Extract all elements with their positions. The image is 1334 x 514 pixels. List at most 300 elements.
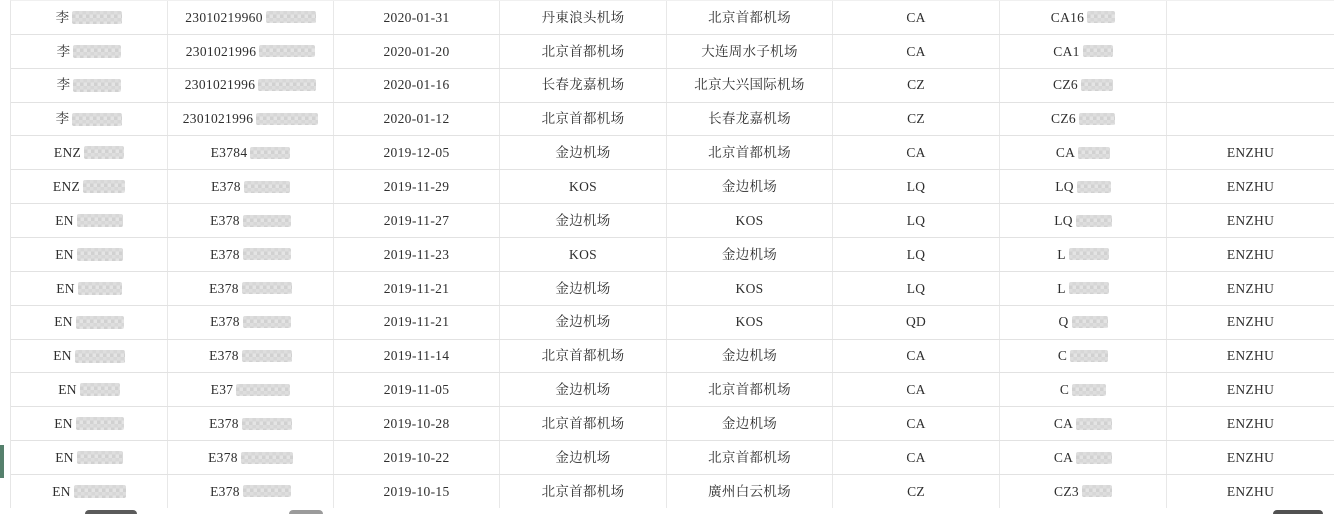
redaction-blur xyxy=(74,485,126,498)
flight-number-text: LQ xyxy=(1055,178,1074,194)
cell-id-number xyxy=(168,272,334,305)
redaction-blur xyxy=(1072,316,1108,328)
redaction-blur xyxy=(243,316,291,328)
cell-flight-date xyxy=(334,69,500,102)
arrival-airport-text: KOS xyxy=(735,314,764,330)
cell-arrival-airport xyxy=(667,1,833,34)
redaction-blur xyxy=(77,451,123,464)
redaction-blur xyxy=(243,215,291,227)
table-row xyxy=(11,170,1334,204)
flight-number-text: L xyxy=(1057,280,1066,296)
airline-code-text: QD xyxy=(905,314,927,330)
flight-date-text: 2019-11-21 xyxy=(383,314,450,330)
arrival-airport-text: KOS xyxy=(735,212,764,228)
airline-code-text: LQ xyxy=(906,178,926,194)
cell-flight-date xyxy=(334,35,500,68)
cell-arrival-airport xyxy=(667,69,833,102)
redaction-blur xyxy=(258,79,316,91)
cell-departure-airport xyxy=(500,69,667,102)
cell-arrival-airport xyxy=(667,204,833,237)
cell-flight-date xyxy=(334,441,500,474)
cell-flight-number xyxy=(1000,136,1167,169)
cell-flight-date xyxy=(334,475,500,508)
redaction-blur xyxy=(1069,248,1109,260)
redaction-blur xyxy=(236,384,290,396)
arrival-airport-text: 长春龙嘉机场 xyxy=(708,111,791,127)
cell-passenger-name xyxy=(11,373,168,406)
passenger-tag-text: ENZHU xyxy=(1226,246,1275,262)
redaction-blur xyxy=(256,113,318,125)
redaction-blur xyxy=(259,45,315,57)
table-row xyxy=(11,441,1334,475)
cell-passenger-tag xyxy=(1167,1,1334,34)
cell-departure-airport xyxy=(500,1,667,34)
airline-code-text: CZ xyxy=(907,77,925,93)
id-number-text: E378 xyxy=(211,178,241,194)
id-number-text: 23010219960 xyxy=(185,9,263,25)
cell-id-number xyxy=(168,407,334,440)
cell-airline-code xyxy=(833,407,1000,440)
passenger-tag-text: ENZHU xyxy=(1226,212,1275,228)
cell-arrival-airport xyxy=(667,272,833,305)
cell-flight-date xyxy=(334,103,500,136)
id-number-text: E378 xyxy=(210,246,240,262)
passenger-name-text: ENZ xyxy=(53,145,82,161)
cell-passenger-tag xyxy=(1167,407,1334,440)
arrival-airport-text: 北京首都机场 xyxy=(708,449,791,465)
table-row xyxy=(11,103,1334,137)
id-number-text: E378 xyxy=(209,415,239,431)
cell-flight-number xyxy=(1000,306,1167,339)
cell-airline-code xyxy=(833,306,1000,339)
arrival-airport-text: 北京大兴国际机场 xyxy=(694,77,805,93)
flight-date-text: 2019-11-21 xyxy=(383,280,450,296)
cell-passenger-name xyxy=(11,69,168,102)
passenger-tag-text: ENZHU xyxy=(1226,483,1275,499)
departure-airport-text: 金边机场 xyxy=(555,382,611,398)
flight-date-text: 2019-11-29 xyxy=(383,178,450,194)
cell-arrival-airport xyxy=(667,136,833,169)
cell-flight-number xyxy=(1000,272,1167,305)
id-number-text: 2301021996 xyxy=(185,43,257,59)
redaction-blur xyxy=(85,510,137,514)
passenger-tag-text: ENZHU xyxy=(1226,382,1275,398)
id-number-text: E378 xyxy=(209,348,239,364)
table-row xyxy=(11,35,1334,69)
redaction-blur xyxy=(83,180,125,193)
cell-passenger-tag xyxy=(1167,340,1334,373)
cell-flight-number xyxy=(1000,340,1167,373)
redaction-blur xyxy=(77,248,123,261)
redaction-blur xyxy=(78,282,122,295)
passenger-name-text: EN xyxy=(52,483,71,499)
cell-flight-number xyxy=(1000,103,1167,136)
redaction-blur xyxy=(242,282,292,294)
flight-date-text: 2020-01-31 xyxy=(383,9,450,25)
cell-departure-airport xyxy=(500,238,667,271)
flight-number-text: CA xyxy=(1053,449,1074,465)
cell-airline-code xyxy=(833,238,1000,271)
redaction-blur xyxy=(1078,147,1110,159)
cell-arrival-airport xyxy=(667,238,833,271)
passenger-name-text: EN xyxy=(54,415,73,431)
redaction-blur xyxy=(80,383,120,396)
cell-id-number xyxy=(168,340,334,373)
airline-code-text: CZ xyxy=(907,483,925,499)
cell-flight-date xyxy=(334,272,500,305)
redaction-blur xyxy=(289,510,323,514)
passenger-name-text: 李 xyxy=(55,9,70,25)
cell-arrival-airport xyxy=(667,373,833,406)
departure-airport-text: 丹東浪头机场 xyxy=(541,9,625,25)
cell-passenger-name xyxy=(11,170,168,203)
cell-flight-date xyxy=(334,238,500,271)
cell-id-number xyxy=(168,204,334,237)
flight-number-text: CA xyxy=(1053,415,1074,431)
redaction-blur xyxy=(1069,282,1109,294)
cell-passenger-name xyxy=(11,238,168,271)
cell-id-number xyxy=(168,103,334,136)
cell-passenger-name xyxy=(11,306,168,339)
airline-code-text: CA xyxy=(906,43,926,59)
cell-departure-airport xyxy=(500,35,667,68)
redaction-blur xyxy=(1070,350,1108,362)
flight-number-text: LQ xyxy=(1054,212,1073,228)
cell-flight-date xyxy=(334,306,500,339)
cell-passenger-tag xyxy=(1167,306,1334,339)
cell-passenger-name xyxy=(11,475,168,508)
table-row xyxy=(11,204,1334,238)
redaction-blur xyxy=(244,181,290,193)
passenger-name-text: 李 xyxy=(56,77,71,93)
departure-airport-text: 金边机场 xyxy=(555,280,611,296)
cell-flight-number xyxy=(1000,170,1167,203)
passenger-name-text: EN xyxy=(56,280,75,296)
redaction-blur xyxy=(77,214,123,227)
cell-airline-code xyxy=(833,136,1000,169)
cell-airline-code xyxy=(833,475,1000,508)
table-row xyxy=(11,340,1334,374)
departure-airport-text: 北京首都机场 xyxy=(541,111,625,127)
redaction-blur xyxy=(73,79,121,92)
id-number-text: E378 xyxy=(210,212,240,228)
redaction-blur xyxy=(1076,452,1112,464)
arrival-airport-text: 金边机场 xyxy=(721,178,778,194)
cell-departure-airport xyxy=(500,407,667,440)
cell-arrival-airport xyxy=(667,475,833,508)
cell-departure-airport xyxy=(500,170,667,203)
airline-code-text: CA xyxy=(906,449,926,465)
redaction-blur xyxy=(241,452,293,464)
airline-code-text: CZ xyxy=(907,111,925,127)
redaction-blur xyxy=(75,350,125,363)
partial-next-row xyxy=(10,509,1334,514)
redaction-blur xyxy=(76,316,124,329)
cell-id-number xyxy=(168,238,334,271)
airline-code-text: CA xyxy=(906,348,926,364)
cell-flight-date xyxy=(334,407,500,440)
cell-airline-code xyxy=(833,103,1000,136)
airline-code-text: LQ xyxy=(906,212,926,228)
departure-airport-text: 北京首都机场 xyxy=(541,43,625,59)
flight-table xyxy=(10,0,1334,508)
cell-passenger-tag xyxy=(1167,475,1334,508)
redaction-blur xyxy=(242,418,292,430)
row-marker-green xyxy=(0,445,4,478)
id-number-text: 2301021996 xyxy=(182,111,254,127)
flight-date-text: 2020-01-12 xyxy=(383,111,450,127)
arrival-airport-text: 大连周水子机场 xyxy=(701,43,798,59)
cell-flight-date xyxy=(334,204,500,237)
passenger-name-text: EN xyxy=(55,212,74,228)
passenger-tag-text: ENZHU xyxy=(1226,145,1275,161)
cell-passenger-tag xyxy=(1167,69,1334,102)
cell-passenger-name xyxy=(11,272,168,305)
departure-airport-text: 北京首都机场 xyxy=(541,415,625,431)
cell-id-number xyxy=(168,69,334,102)
passenger-tag-text: ENZHU xyxy=(1226,280,1275,296)
cell-flight-number xyxy=(1000,373,1167,406)
flight-number-text: C xyxy=(1059,382,1070,398)
cell-departure-airport xyxy=(500,103,667,136)
table-row xyxy=(11,475,1334,508)
departure-airport-text: 金边机场 xyxy=(555,212,611,228)
passenger-tag-text: ENZHU xyxy=(1226,415,1275,431)
arrival-airport-text: 北京首都机场 xyxy=(708,9,791,25)
cell-id-number xyxy=(168,373,334,406)
cell-airline-code xyxy=(833,69,1000,102)
cell-airline-code xyxy=(833,272,1000,305)
arrival-airport-text: 北京首都机场 xyxy=(708,145,791,161)
passenger-name-text: EN xyxy=(55,449,74,465)
cell-id-number xyxy=(168,136,334,169)
flight-date-text: 2019-11-27 xyxy=(383,212,450,228)
cell-passenger-tag xyxy=(1167,204,1334,237)
cell-flight-number xyxy=(1000,35,1167,68)
table-row xyxy=(11,69,1334,103)
cell-passenger-tag xyxy=(1167,136,1334,169)
cell-arrival-airport xyxy=(667,35,833,68)
redaction-blur xyxy=(72,11,122,24)
cell-arrival-airport xyxy=(667,441,833,474)
cell-arrival-airport xyxy=(667,306,833,339)
departure-airport-text: 北京首都机场 xyxy=(541,483,625,499)
airline-code-text: CA xyxy=(906,9,926,25)
flight-date-text: 2019-10-28 xyxy=(383,415,450,431)
table-row xyxy=(11,272,1334,306)
flight-number-text: CA1 xyxy=(1053,43,1080,59)
airline-code-text: LQ xyxy=(906,280,926,296)
cell-arrival-airport xyxy=(667,103,833,136)
redaction-blur xyxy=(1077,181,1111,193)
cell-departure-airport xyxy=(500,204,667,237)
cell-flight-number xyxy=(1000,475,1167,508)
passenger-name-text: 李 xyxy=(56,43,71,59)
cell-flight-date xyxy=(334,373,500,406)
arrival-airport-text: 金边机场 xyxy=(721,415,778,431)
redaction-blur xyxy=(1076,418,1112,430)
redaction-blur xyxy=(72,113,122,126)
cell-passenger-tag xyxy=(1167,441,1334,474)
airline-code-text: LQ xyxy=(906,246,926,262)
redaction-blur xyxy=(1083,45,1113,57)
table-row xyxy=(11,238,1334,272)
redaction-blur xyxy=(1072,384,1106,396)
redaction-blur xyxy=(250,147,290,159)
id-number-text: E378 xyxy=(210,483,240,499)
redaction-blur xyxy=(1273,510,1323,514)
cell-departure-airport xyxy=(500,441,667,474)
cell-passenger-name xyxy=(11,35,168,68)
redaction-blur xyxy=(84,146,124,159)
cell-flight-number xyxy=(1000,1,1167,34)
airline-code-text: CA xyxy=(906,415,926,431)
cell-id-number xyxy=(168,306,334,339)
cell-id-number xyxy=(168,441,334,474)
flight-date-text: 2019-11-05 xyxy=(383,382,450,398)
passenger-name-text: ENZ xyxy=(52,178,81,194)
cell-flight-date xyxy=(334,170,500,203)
redaction-blur xyxy=(1076,215,1112,227)
cell-passenger-name xyxy=(11,103,168,136)
cell-airline-code xyxy=(833,1,1000,34)
cell-flight-number xyxy=(1000,69,1167,102)
redaction-blur xyxy=(242,350,292,362)
cell-flight-date xyxy=(334,136,500,169)
departure-airport-text: 金边机场 xyxy=(555,449,611,465)
cell-id-number xyxy=(168,35,334,68)
cell-passenger-tag xyxy=(1167,272,1334,305)
passenger-tag-text: ENZHU xyxy=(1226,178,1275,194)
table-row xyxy=(11,407,1334,441)
flight-date-text: 2019-11-14 xyxy=(383,348,450,364)
passenger-name-text: 李 xyxy=(55,111,70,127)
flight-number-text: CA xyxy=(1055,145,1076,161)
table-row xyxy=(11,1,1334,35)
passenger-name-text: EN xyxy=(54,314,73,330)
departure-airport-text: KOS xyxy=(569,246,597,262)
departure-airport-text: 北京首都机场 xyxy=(541,348,625,364)
cell-flight-number xyxy=(1000,238,1167,271)
redaction-blur xyxy=(243,485,291,497)
cell-flight-number xyxy=(1000,407,1167,440)
table-row xyxy=(11,373,1334,407)
cell-id-number xyxy=(168,475,334,508)
cell-departure-airport xyxy=(500,306,667,339)
redaction-blur xyxy=(1087,11,1115,23)
cell-id-number xyxy=(168,170,334,203)
flight-number-text: C xyxy=(1057,348,1068,364)
redaction-blur xyxy=(266,11,316,23)
table-row xyxy=(11,306,1334,340)
cell-departure-airport xyxy=(500,272,667,305)
cell-airline-code xyxy=(833,204,1000,237)
arrival-airport-text: KOS xyxy=(735,280,764,296)
id-number-text: 2301021996 xyxy=(184,77,256,93)
flight-number-text: CA16 xyxy=(1050,9,1085,25)
flight-date-text: 2020-01-16 xyxy=(383,77,450,93)
cell-passenger-tag xyxy=(1167,238,1334,271)
arrival-airport-text: 金边机场 xyxy=(721,246,778,262)
cell-airline-code xyxy=(833,441,1000,474)
redaction-blur xyxy=(76,417,124,430)
cell-passenger-tag xyxy=(1167,170,1334,203)
passenger-name-text: EN xyxy=(55,246,74,262)
arrival-airport-text: 廣州白云机场 xyxy=(708,483,791,499)
cell-passenger-tag xyxy=(1167,35,1334,68)
flight-number-text: CZ6 xyxy=(1053,77,1078,93)
cell-flight-number xyxy=(1000,441,1167,474)
airline-code-text: CA xyxy=(906,145,926,161)
cell-flight-date xyxy=(334,1,500,34)
redaction-blur xyxy=(243,248,291,260)
cell-arrival-airport xyxy=(667,340,833,373)
redaction-blur xyxy=(1079,113,1115,125)
id-number-text: E378 xyxy=(210,314,240,330)
passenger-tag-text: ENZHU xyxy=(1226,348,1275,364)
redaction-blur xyxy=(1082,485,1112,497)
cell-arrival-airport xyxy=(667,407,833,440)
cell-airline-code xyxy=(833,35,1000,68)
flight-number-text: Q xyxy=(1058,314,1069,330)
passenger-tag-text: ENZHU xyxy=(1226,314,1275,330)
cell-departure-airport xyxy=(500,340,667,373)
departure-airport-text: 长春龙嘉机场 xyxy=(541,77,625,93)
cell-departure-airport xyxy=(500,373,667,406)
cell-flight-date xyxy=(334,340,500,373)
cell-passenger-name xyxy=(11,407,168,440)
cell-departure-airport xyxy=(500,475,667,508)
cell-arrival-airport xyxy=(667,170,833,203)
flight-number-text: CZ3 xyxy=(1054,483,1079,499)
cell-airline-code xyxy=(833,340,1000,373)
departure-airport-text: KOS xyxy=(569,178,597,194)
cell-passenger-tag xyxy=(1167,103,1334,136)
arrival-airport-text: 北京首都机场 xyxy=(708,382,791,398)
cell-passenger-name xyxy=(11,441,168,474)
airline-code-text: CA xyxy=(906,382,926,398)
flight-date-text: 2019-11-23 xyxy=(383,246,450,262)
cell-airline-code xyxy=(833,170,1000,203)
arrival-airport-text: 金边机场 xyxy=(721,348,778,364)
departure-airport-text: 金边机场 xyxy=(555,314,611,330)
cell-passenger-name xyxy=(11,340,168,373)
id-number-text: E37 xyxy=(210,382,234,398)
cell-airline-code xyxy=(833,373,1000,406)
id-number-text: E378 xyxy=(208,449,238,465)
flight-date-text: 2019-12-05 xyxy=(383,145,450,161)
passenger-name-text: EN xyxy=(58,382,77,398)
flight-date-text: 2019-10-22 xyxy=(383,449,450,465)
cell-passenger-name xyxy=(11,136,168,169)
departure-airport-text: 金边机场 xyxy=(555,145,611,161)
table-row xyxy=(11,136,1334,170)
redaction-blur xyxy=(1081,79,1113,91)
passenger-name-text: EN xyxy=(53,348,72,364)
cell-id-number xyxy=(168,1,334,34)
passenger-tag-text: ENZHU xyxy=(1226,449,1275,465)
cell-passenger-name xyxy=(11,204,168,237)
redaction-blur xyxy=(73,45,121,58)
cell-departure-airport xyxy=(500,136,667,169)
cell-passenger-name xyxy=(11,1,168,34)
cell-flight-number xyxy=(1000,204,1167,237)
flight-date-text: 2020-01-20 xyxy=(383,43,450,59)
id-number-text: E3784 xyxy=(210,145,248,161)
cell-passenger-tag xyxy=(1167,373,1334,406)
flight-number-text: L xyxy=(1057,246,1066,262)
flight-date-text: 2019-10-15 xyxy=(383,483,450,499)
